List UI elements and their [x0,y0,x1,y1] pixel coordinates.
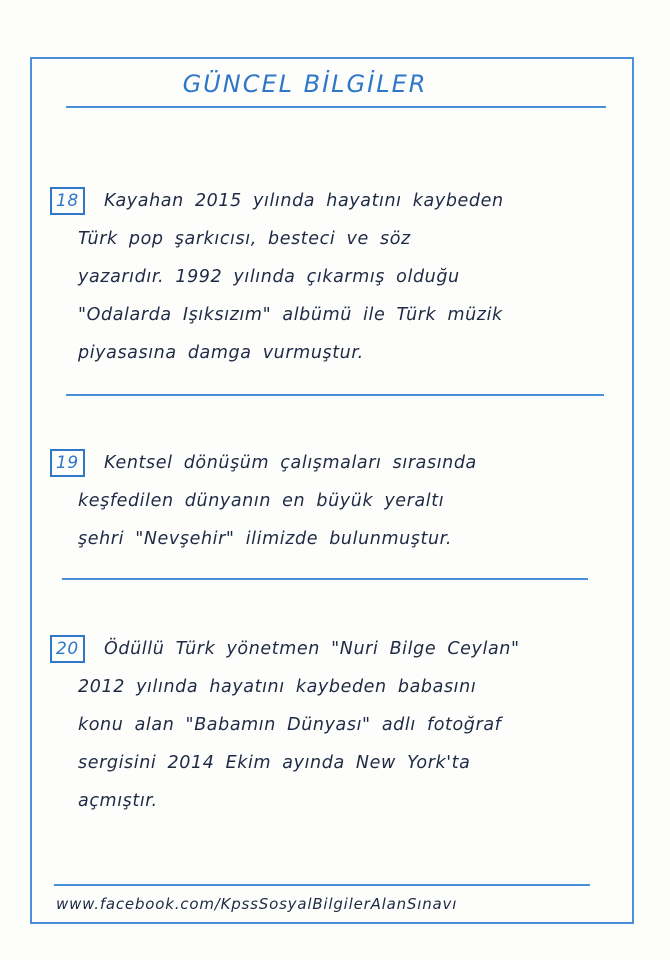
entry-line: şehri "Nevşehir" ilimizde bulunmuştur. [78,529,453,549]
entry-line: 2012 yılında hayatını kaybeden babasını [78,677,477,697]
entry-19 [50,444,590,558]
entry-line: açmıştır. [78,791,158,811]
entry-number-box: 19 [50,449,85,477]
title-divider [66,106,606,108]
entry-line: sergisini 2014 Ekim ayında New York'ta [78,753,471,773]
entry-line: piyasasına damga vurmuştur. [78,343,364,363]
entry-line: keşfedilen dünyanın en büyük yeraltı [78,491,445,511]
section-divider [62,578,588,580]
section-divider [66,394,604,396]
footer-url: www.facebook.com/KpssSosyalBilgilerAlanSınavı [56,895,458,913]
entry-18 [50,182,590,372]
entry-line: yazarıdır. 1992 yılında çıkarmış olduğu [78,267,460,287]
entry-number-box: 18 [50,187,85,215]
entry-20 [50,630,590,820]
entry-line: Kayahan 2015 yılında hayatını kaybeden [104,191,504,211]
entry-line: konu alan "Babamın Dünyası" adlı fotoğraf [78,715,502,735]
entry-line: "Odalarda Işıksızım" albümü ile Türk müzik [78,305,503,325]
entry-line: Kentsel dönüşüm çalışmaları sırasında [104,453,477,473]
entry-line: Türk pop şarkıcısı, besteci ve söz [78,229,411,249]
page-title: GÜNCEL BİLGİLER [182,70,428,98]
entry-number-box: 20 [50,635,85,663]
entry-line: Ödüllü Türk yönetmen "Nuri Bilge Ceylan" [104,639,520,659]
footer-divider [54,884,590,886]
